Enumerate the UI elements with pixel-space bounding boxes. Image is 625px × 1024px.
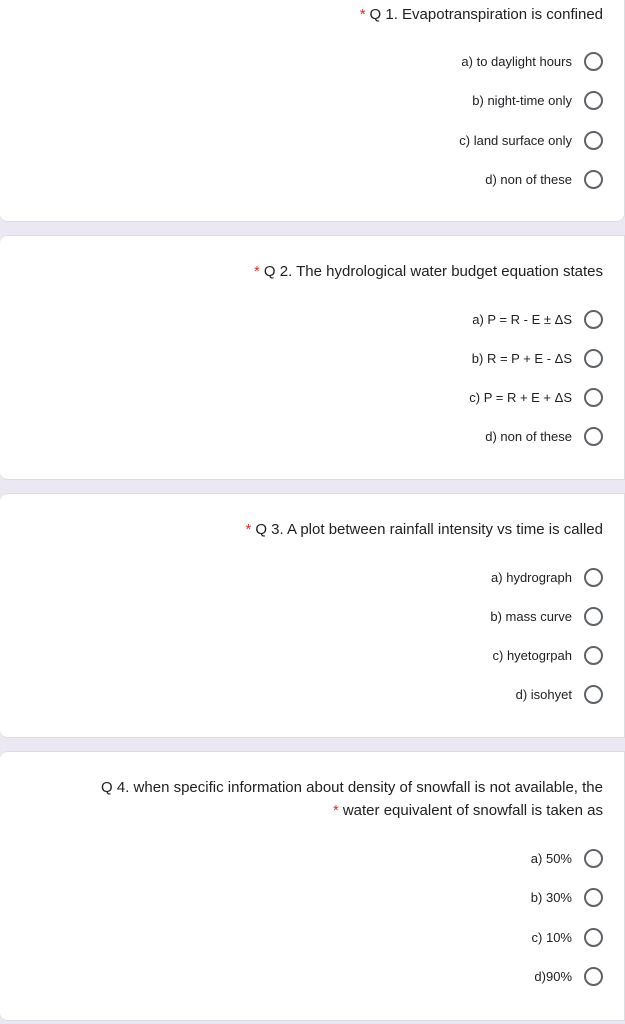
option-b[interactable] [472, 89, 603, 111]
option-label: b) R = P + E - ΔS [471, 350, 572, 366]
option-d[interactable] [534, 965, 603, 987]
option-label: a) P = R - E ± ΔS [472, 311, 572, 327]
radio-button[interactable] [584, 888, 603, 907]
option-label: d)90% [534, 968, 572, 984]
option-b[interactable] [490, 605, 603, 627]
option-a[interactable] [472, 308, 603, 330]
radio-button[interactable] [584, 388, 603, 407]
option-label: b) night-time only [472, 92, 572, 108]
radio-button[interactable] [584, 170, 603, 189]
option-d[interactable] [485, 168, 603, 190]
question-card-4 [0, 751, 625, 1021]
question-card-2 [0, 235, 625, 480]
radio-button[interactable] [584, 349, 603, 368]
question-card-1 [0, 0, 625, 222]
question-title [101, 776, 603, 822]
option-d[interactable] [516, 683, 603, 705]
option-label: a) 50% [530, 850, 572, 866]
option-label: b) mass curve [490, 608, 572, 624]
option-label: a) hydrograph [491, 569, 572, 585]
option-label: d) isohyet [515, 686, 572, 702]
required-asterisk: * [245, 521, 252, 538]
option-label: c) 10% [531, 929, 572, 945]
option-label: a) to daylight hours [461, 53, 572, 69]
question-text-line-1: Q 4. when specific information about density of snowfall is not available, the [101, 779, 603, 796]
option-label: c) P = R + E + ΔS [469, 389, 572, 405]
question-title [245, 518, 603, 541]
radio-button[interactable] [584, 427, 603, 446]
option-a[interactable] [461, 50, 603, 72]
option-label: d) non of these [485, 171, 572, 187]
question-text-line-2 [101, 799, 603, 822]
option-c[interactable] [469, 386, 603, 408]
option-b[interactable] [472, 347, 603, 369]
option-label: b) 30% [530, 889, 572, 905]
radio-button[interactable] [584, 568, 603, 587]
option-c[interactable] [459, 129, 603, 151]
question-text: Q 1. Evapotranspiration is confined [369, 6, 603, 23]
radio-button[interactable] [584, 928, 603, 947]
radio-button[interactable] [584, 131, 603, 150]
option-c[interactable] [493, 644, 604, 666]
radio-button[interactable] [584, 310, 603, 329]
radio-button[interactable] [584, 685, 603, 704]
radio-button[interactable] [584, 849, 603, 868]
option-label: c) land surface only [459, 132, 572, 148]
required-asterisk: * [359, 6, 366, 23]
option-label: d) non of these [485, 428, 572, 444]
required-asterisk: * [254, 263, 260, 280]
question-text: water equivalent of snowfall is taken as [342, 802, 603, 819]
option-d[interactable] [485, 425, 603, 447]
required-asterisk: * [333, 802, 339, 819]
option-b[interactable] [531, 886, 603, 908]
question-title [254, 260, 603, 283]
option-label: c) hyetogrpah [492, 647, 572, 663]
question-title [360, 3, 603, 26]
radio-button[interactable] [584, 52, 603, 71]
question-text: Q 2. The hydrological water budget equation states [263, 263, 603, 280]
option-a[interactable] [491, 566, 603, 588]
radio-button[interactable] [584, 646, 603, 665]
radio-button[interactable] [584, 91, 603, 110]
option-a[interactable] [531, 847, 603, 869]
question-card-3 [0, 493, 625, 738]
radio-button[interactable] [584, 607, 603, 626]
option-c[interactable] [532, 926, 603, 948]
radio-button[interactable] [584, 967, 603, 986]
question-text: Q 3. A plot between rainfall intensity vs time is called [255, 521, 603, 538]
